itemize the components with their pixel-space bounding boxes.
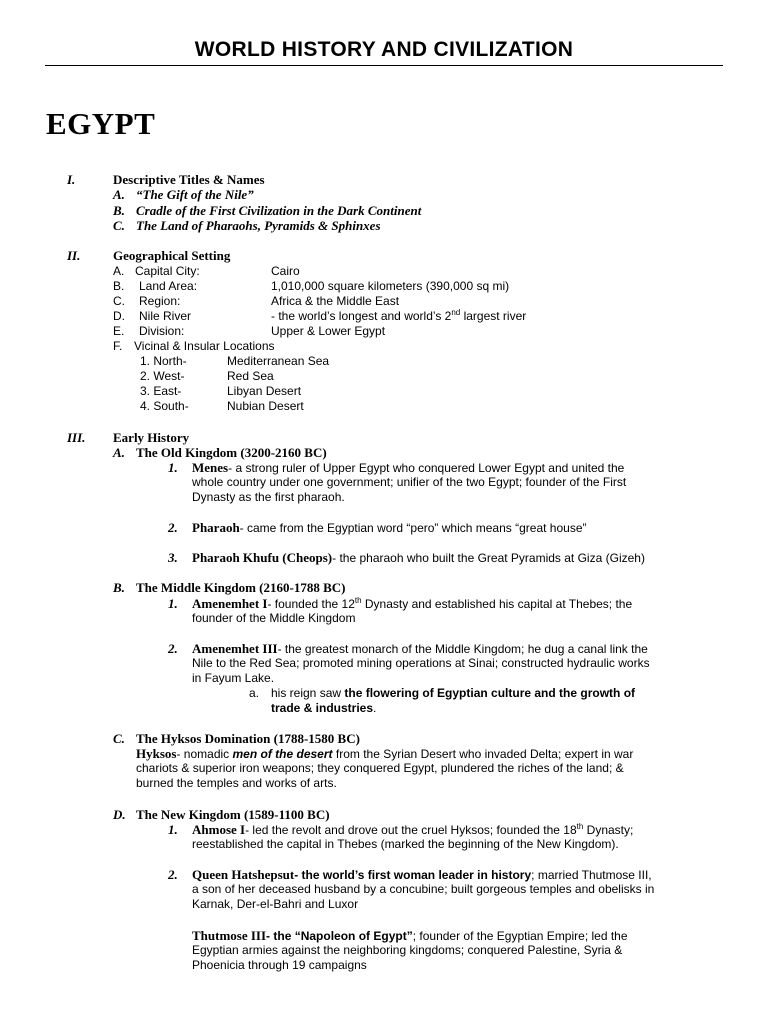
section-heading: Early History [113,430,190,445]
list-marker: F. [113,339,123,353]
list-marker: D. [113,807,126,822]
location-place: Mediterranean Sea [227,354,330,368]
paragraph-line: Karnak, Der-el-Bahri and Luxor [192,897,359,911]
subsection-title: The Old Kingdom (3200-2160 BC) [136,445,327,460]
list-item: Cradle of the First Civilization in the Dark Continent [136,203,422,218]
paragraph-line: Egyptian armies against the neighboring kingdoms; conquered Palestine, Syria & [192,943,623,957]
item-number: 1. [168,460,178,475]
paragraph-line: a son of her deceased husband by a concubine; built gorgeous temples and obelisks in [192,882,655,896]
list-marker: E. [113,324,125,338]
field-value: Africa & the Middle East [271,294,400,308]
header-rule [45,65,723,66]
section-heading: Geographical Setting [113,248,231,263]
location-place: Red Sea [227,369,274,383]
list-item: “The Gift of the Nile” [136,187,254,202]
field-value: Cairo [271,264,300,278]
field-label: Nile River [139,309,192,323]
paragraph-line: Nile to the Red Sea; promoted mining operations at Sinai; constructed hydraulic works [192,656,650,670]
subsection-title: The Middle Kingdom (2160-1788 BC) [136,580,346,595]
paragraph-line: whole country under one government; unifier of the two Egypt; founder of the First [192,475,627,489]
section-number: I. [67,172,76,187]
paragraph-line: Pharaoh Khufu (Cheops)- the pharaoh who built the Great Pyramids at Giza (Gizeh) [192,550,645,565]
section-heading: Descriptive Titles & Names [113,172,265,187]
location-place: Libyan Desert [227,384,302,398]
location-direction: 4. South- [140,399,189,413]
paragraph-line: Hyksos- nomadic men of the desert from the Syrian Desert who invaded Delta; expert in war [136,746,634,761]
location-direction: 2. West- [140,369,185,383]
paragraph-line: founder of the Middle Kingdom [192,611,356,625]
page-title: EGYPT [46,106,156,141]
section-number: III. [67,430,86,445]
subheading: Vicinal & Insular Locations [134,339,275,353]
subsection-title: The New Kingdom (1589-1100 BC) [136,807,330,822]
field-value: Upper & Lower Egypt [271,324,386,338]
item-number: 2. [168,520,178,535]
field-value: - the world’s longest and world’s 2nd largest river [271,308,527,323]
location-direction: 1. North- [140,354,187,368]
sub-item-marker: a. [249,686,260,700]
list-marker: B. [113,279,125,293]
list-marker: D. [113,309,125,323]
item-number: 3. [168,550,178,565]
item-number: 1. [168,596,178,611]
document-header: WORLD HISTORY AND CIVILIZATION [194,38,574,61]
list-marker: A. [113,187,125,202]
paragraph-line: Phoenicia through 19 campaigns [192,958,367,972]
paragraph-line: in Fayum Lake. [192,671,275,685]
paragraph-line: Ahmose I- led the revolt and drove out the cruel Hyksos; founded the 18th Dynasty; [192,822,634,837]
list-marker: C. [113,218,125,233]
paragraph-line: Amenemhet III- the greatest monarch of the Middle Kingdom; he dug a canal link the [192,641,648,656]
paragraph-line: Queen Hatshepsut- the world’s first woman leader in history; married Thutmose III, [192,867,652,882]
paragraph-line: his reign saw the flowering of Egyptian culture and the growth of [271,686,636,700]
list-marker: B. [113,203,125,218]
paragraph-line: Thutmose III- the “Napoleon of Egypt”; founder of the Egyptian Empire; led the [192,928,628,943]
list-marker: A. [113,264,125,278]
section-number: II. [67,248,81,263]
field-label: Land Area: [139,279,198,293]
list-item: The Land of Pharaohs, Pyramids & Sphinxes [136,218,381,233]
field-label: Region: [139,294,181,308]
location-direction: 3. East- [140,384,182,398]
paragraph-line: Dynasty as the first pharaoh. [192,490,345,504]
paragraph-line: Menes- a strong ruler of Upper Egypt who conquered Lower Egypt and united the [192,460,625,475]
item-number: 2. [168,641,178,656]
list-marker: C. [113,294,125,308]
location-place: Nubian Desert [227,399,304,413]
paragraph-line: Pharaoh- came from the Egyptian word “pero” which means “great house” [192,520,587,535]
paragraph-line: reestablished the capital in Thebes (marked the beginning of the New Kingdom). [192,837,619,851]
field-value: 1,010,000 square kilometers (390,000 sq mi) [271,279,510,293]
paragraph-line: burned the temples and works of arts. [136,776,337,790]
subsection-title: The Hyksos Domination (1788-1580 BC) [136,731,360,746]
list-marker: B. [113,580,125,595]
paragraph-line: Amenemhet I- founded the 12th Dynasty and established his capital at Thebes; the [192,596,633,611]
paragraph-line: chariots & superior iron weapons; they conquered Egypt, plundered the riches of the land; & [136,761,624,775]
field-label: Division: [139,324,185,338]
paragraph-line: trade & industries. [271,701,377,715]
item-number: 1. [168,822,178,837]
item-number: 2. [168,867,178,882]
field-label: Capital City: [135,264,200,278]
list-marker: A. [113,445,125,460]
list-marker: C. [113,731,125,746]
